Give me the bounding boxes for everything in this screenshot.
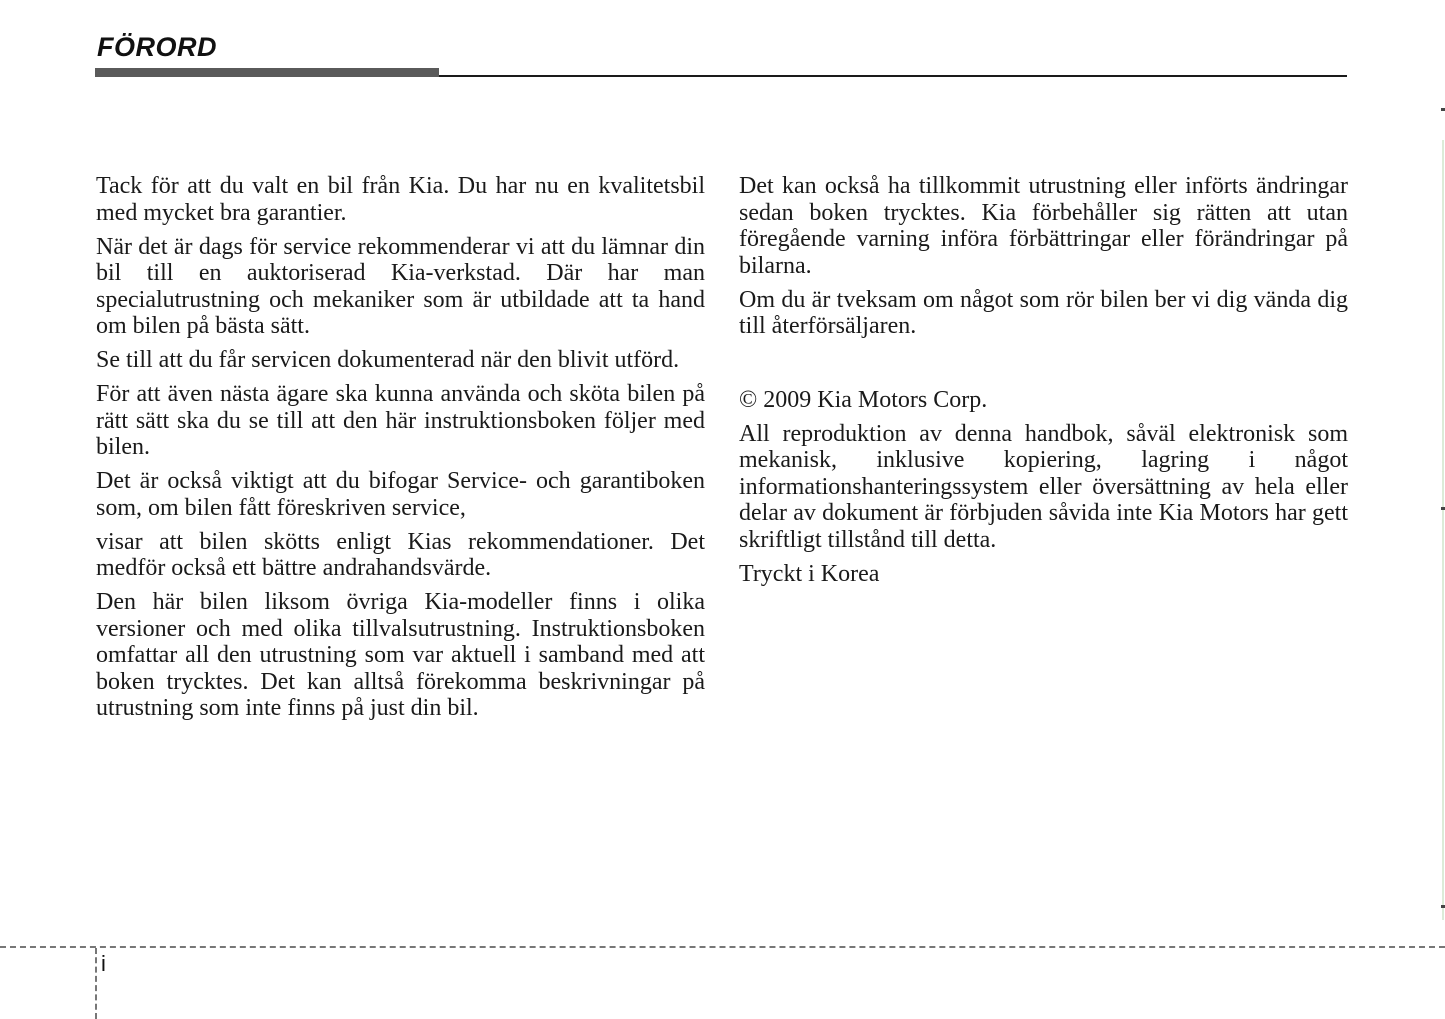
paragraph: Det kan också ha tillkommit utrustning eller införts ändringar sedan boken trycktes. Kia förbehåller sig rätten att utan föregående varning införa förbättringar eller förändringar på bilarna. <box>739 173 1348 279</box>
edge-tick-mark <box>1441 507 1445 510</box>
right-text-column <box>739 173 1348 595</box>
page-title: FÖRORD <box>97 32 217 62</box>
paragraph: visar att bilen skötts enligt Kias rekommendationer. Det medför också ett bättre andrahandsvärde. <box>96 528 705 581</box>
paragraph: Se till att du får servicen dokumenterad när den blivit utförd. <box>96 347 680 373</box>
paragraph: Den här bilen liksom övriga Kia-modeller finns i olika versioner och med olika tillvalsutrustning. Instruktionsboken omfattar all den utrustning som var aktuell i samband med att boken trycktes. Det kan alltså förekomma beskrivningar på utrustning som inte finns på just din bil. <box>96 589 705 721</box>
header-accent-bar <box>95 68 439 77</box>
paragraph: Tack för att du valt en bil från Kia. Du har nu en kvalitetsbil med mycket bra garantier. <box>96 173 705 226</box>
header-rule-line <box>439 75 1347 77</box>
edge-tick-mark <box>1441 108 1445 111</box>
paragraph: Om du är tveksam om något som rör bilen ber vi dig vända dig till återförsäljaren. <box>739 286 1348 339</box>
copyright-notice: © 2009 Kia Motors Corp. <box>739 386 988 413</box>
legal-notice: All reproduktion av denna handbok, såväl elektronisk som mekanisk, inklusive kopiering, lagring i något informationshanteringssystem eller översättning av hela eller delar av dokument är förbjuden såvida inte Kia Motors har gett skriftligt tillstånd till detta. <box>739 420 1348 553</box>
page-edge-line <box>1442 140 1444 920</box>
edge-tick-mark <box>1441 905 1445 908</box>
footer-crop-guide-vertical <box>95 948 97 1019</box>
paragraph: Det är också viktigt att du bifogar Service- och garantiboken som, om bilen fått föreskriven service, <box>96 468 705 521</box>
footer-crop-guide-horizontal <box>0 946 1445 948</box>
left-text-column <box>96 173 705 729</box>
printed-in-notice: Tryckt i Korea <box>739 560 880 587</box>
page-number: i <box>101 951 106 976</box>
paragraph: När det är dags för service rekommenderar vi att du lämnar din bil till en auktoriserad Kia-verkstad. Där har man specialutrustning och mekaniker som är utbildade att ta hand om bilen på bästa sätt. <box>96 233 705 339</box>
paragraph: För att även nästa ägare ska kunna använda och sköta bilen på rätt sätt ska du se till att den här instruktionsboken följer med bilen. <box>96 381 705 460</box>
